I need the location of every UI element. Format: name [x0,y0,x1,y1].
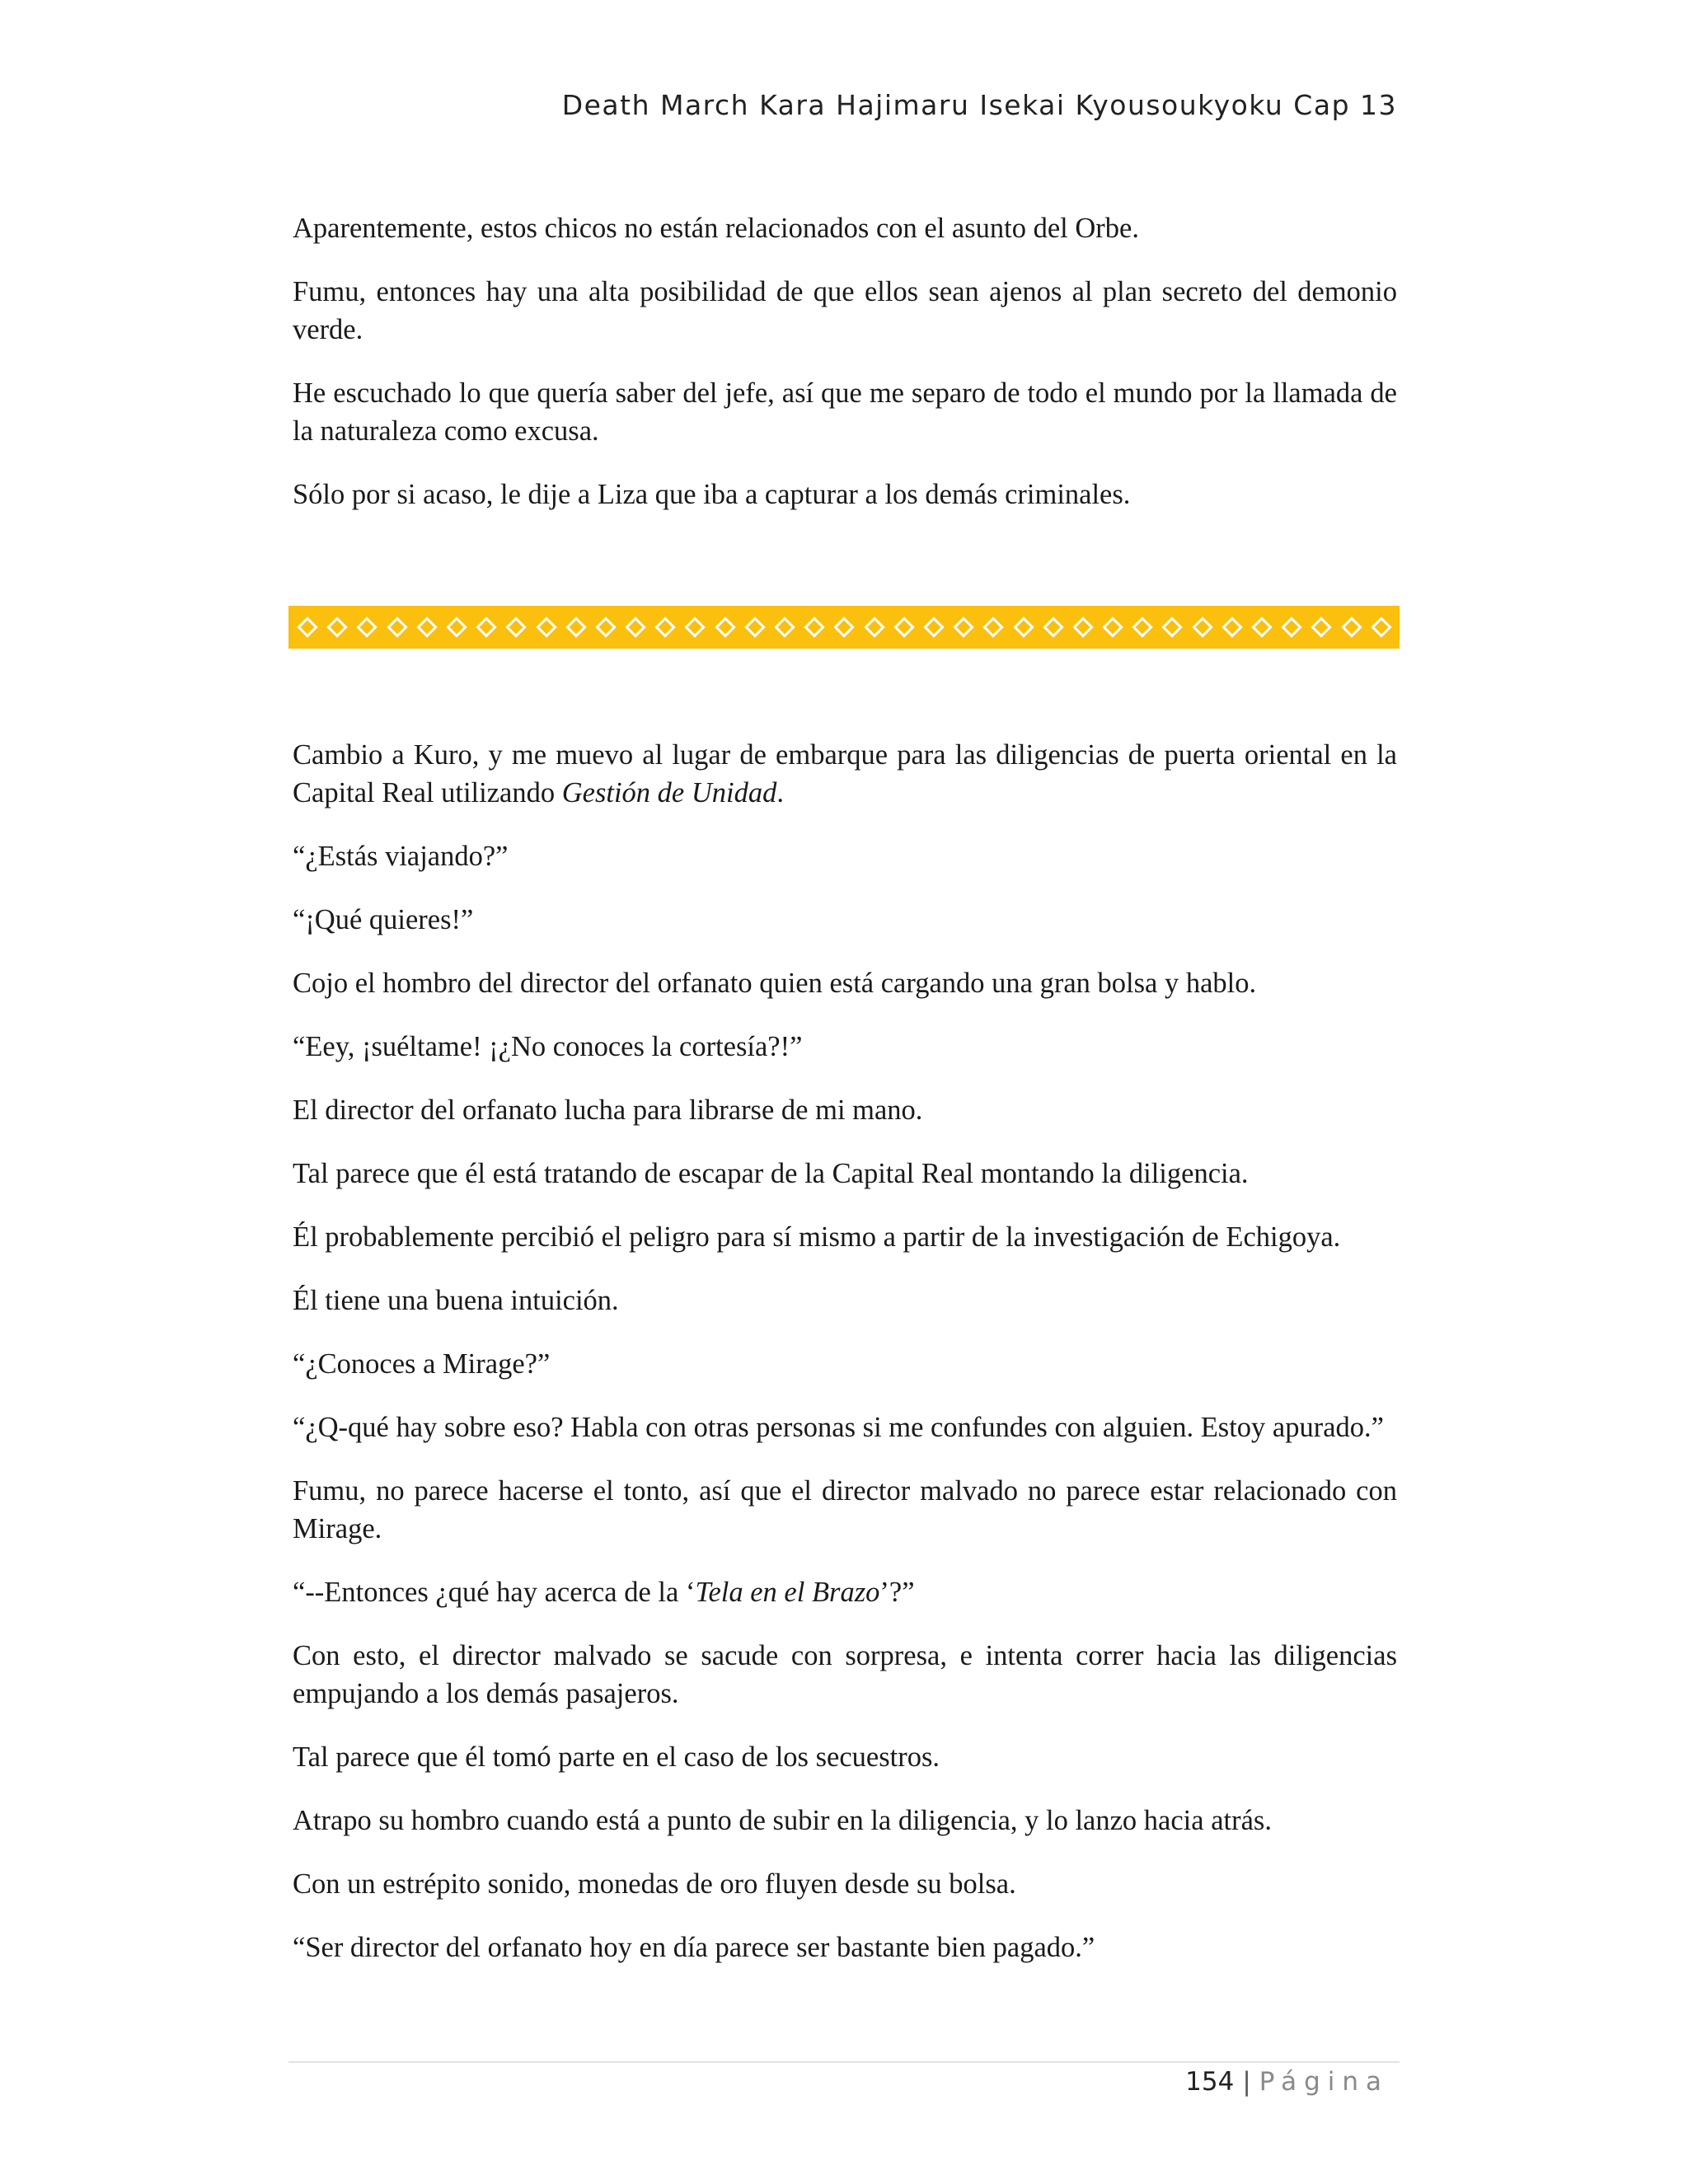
footer-rule [288,2061,1400,2063]
diamond-icon [834,616,855,637]
diamond-icon [1132,616,1153,637]
diamond-icon [565,616,586,637]
diamond-icon [387,616,407,637]
diamond-icon [715,616,735,637]
diamond-icon [1102,616,1123,637]
paragraph: “Ser director del orfanato hoy en día parece ser bastante bien pagado.” [293,1932,1095,1963]
scene-break-divider [288,606,1400,649]
text-block-top [293,209,1397,539]
diamond-icon [506,616,527,637]
text-block-bottom [293,736,1397,1992]
paragraph: Fumu, entonces hay una alta posibilidad de que ellos sean ajenos al plan secreto del demonio verde. [293,276,1397,345]
diamond-icon [357,616,377,637]
diamond-icon [1192,616,1212,637]
diamond-icon [1281,616,1301,637]
diamond-icon [1162,616,1183,637]
diamond-icon [446,616,467,637]
paragraph: Él tiene una buena intuición. [293,1285,619,1316]
paragraph: “¿Conoces a Mirage?” [293,1348,551,1380]
diamond-icon [685,616,706,637]
page-number: 154 [1185,2067,1235,2097]
paragraph: Tal parece que él está tratando de escapar de la Capital Real montando la diligencia. [293,1158,1249,1189]
paragraph: Cambio a Kuro, y me muevo al lugar de embarque para las diligencias de puerta oriental en la Capital Real utilizando Gestión de Unidad. [293,739,1397,808]
italic-term: Gestión de Unidad [561,777,777,808]
page-label: Página [1259,2067,1389,2097]
diamond-icon [864,616,884,637]
diamond-icon [625,616,645,637]
paragraph: Fumu, no parece hacerse el tonto, así que el director malvado no parece estar relacionado con Mirage. [293,1475,1397,1544]
diamond-icon [297,616,317,637]
diamond-icon [744,616,765,637]
italic-term: Tela en el Brazo [695,1577,880,1608]
paragraph: “¿Estás viajando?” [293,841,509,872]
diamond-icon [476,616,496,637]
paragraph: Aparentemente, estos chicos no están relacionados con el asunto del Orbe. [293,213,1139,244]
diamond-icon [326,616,347,637]
paragraph: “¿Q-qué hay sobre eso? Habla con otras personas si me confundes con alguien. Estoy apurado.” [293,1412,1384,1443]
paragraph: Atrapo su hombro cuando está a punto de subir en la diligencia, y lo lanzo hacia atrás. [293,1805,1272,1836]
diamond-icon [923,616,944,637]
diamond-icon [416,616,437,637]
paragraph: “¡Qué quieres!” [293,904,474,935]
paragraph: “--Entonces ¿qué hay acerca de la ‘Tela en el Brazo’?” [293,1577,915,1608]
diamond-icon [953,616,973,637]
diamond-icon [774,616,795,637]
diamond-icon [804,616,824,637]
diamond-icon [655,616,676,637]
paragraph: El director del orfanato lucha para librarse de mi mano. [293,1094,923,1126]
page-header: Death March Kara Hajimaru Isekai Kyousoukyoku Cap 13 [561,89,1397,121]
diamond-icon [1251,616,1272,637]
paragraph: Sólo por si acaso, le dije a Liza que iba a capturar a los demás criminales. [293,479,1131,510]
diamond-icon [893,616,914,637]
diamond-icon [1371,616,1391,637]
diamond-icon [536,616,556,637]
diamond-icon [983,616,1004,637]
page-separator: | [1242,2067,1251,2097]
diamond-icon [595,616,616,637]
diamond-icon [1221,616,1242,637]
paragraph: “Eey, ¡suéltame! ¡¿No conoces la cortesía?!” [293,1031,803,1062]
paragraph: He escuchado lo que quería saber del jefe, así que me separo de todo el mundo por la llamada de la naturaleza como excusa. [293,377,1397,447]
page-footer [824,2067,1389,2097]
paragraph: Él probablemente percibió el peligro para sí mismo a partir de la investigación de Echigoya. [293,1221,1341,1253]
diamond-icon [1341,616,1362,637]
diamond-icon [1311,616,1332,637]
paragraph: Con esto, el director malvado se sacude con sorpresa, e intenta correr hacia las diligencias empujando a los demás pasajeros. [293,1640,1397,1709]
diamond-icon [1072,616,1093,637]
paragraph: Con un estrépito sonido, monedas de oro fluyen desde su bolsa. [293,1868,1016,1900]
diamond-icon [1013,616,1034,637]
paragraph: Cojo el hombro del director del orfanato quien está cargando una gran bolsa y hablo. [293,968,1257,999]
paragraph: Tal parece que él tomó parte en el caso de los secuestros. [293,1741,940,1773]
diamond-icon [1043,616,1063,637]
